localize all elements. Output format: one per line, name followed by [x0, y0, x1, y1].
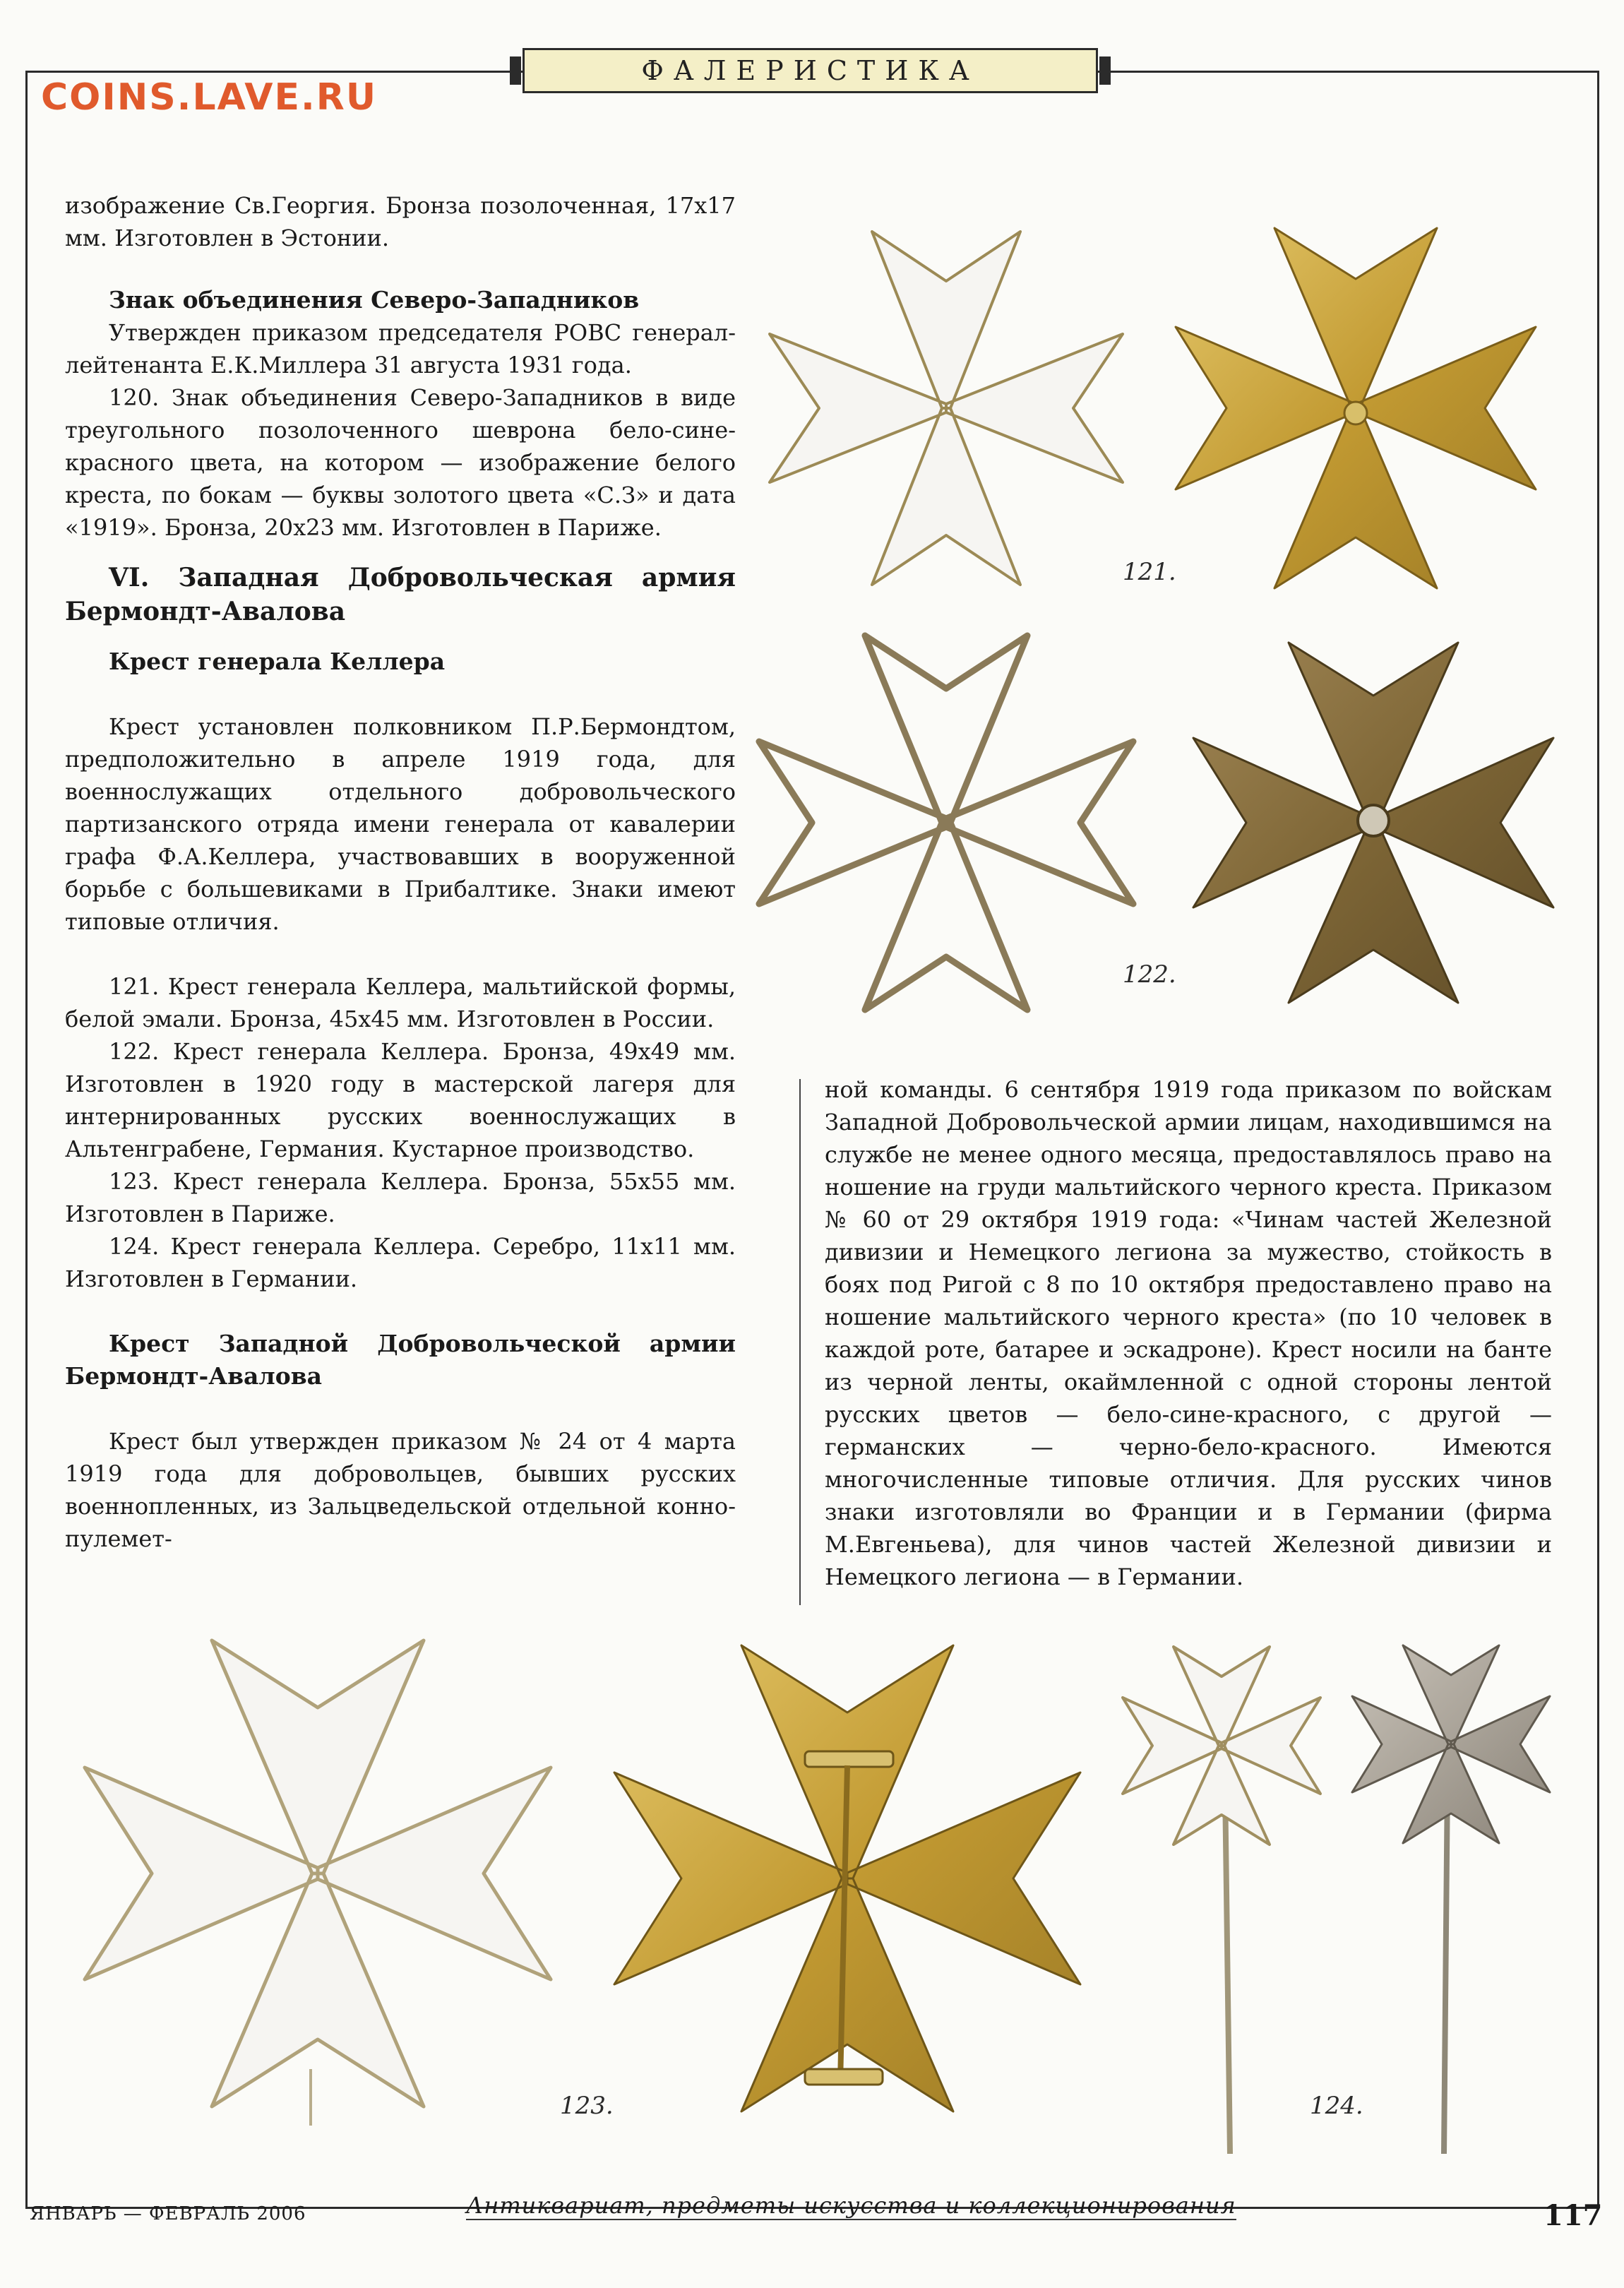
paragraph-northwest-approval: Утвержден приказом председателя РОВС генерал-лейтенанта Е.К.Миллера 31 августа 1931 года. [65, 319, 736, 379]
cross-122-bronze [1193, 643, 1553, 1003]
cross-121-gold-reverse [1176, 228, 1536, 588]
caption-123: 123. [560, 2092, 614, 2120]
footer-magazine-title: Антиквариат, предметы искусства и коллекционирования [466, 2192, 1236, 2219]
caption-121: 121. [1123, 558, 1176, 586]
caption-122: 122. [1123, 960, 1176, 989]
paragraph-item-121: 121. Крест генерала Келлера, мальтийской формы, белой эмали. Бронза, 45х45 мм. Изготовлен в России. [65, 973, 736, 1032]
paragraph-army-cross: Крест был утвержден приказом № 24 от 4 марта 1919 года для добровольцев, бывших русских военнопленных, из Зальцведельской отдельной конно-пулемет- [65, 1428, 736, 1552]
paragraph-army-cross-continued: ной команды. 6 сентября 1919 года приказом по войскам Западной Добровольческой армии лицам, находившимся на службе не менее одного месяца, предоставлялось право на ношение на груди мальтийского черного креста. Приказом № 60 от 29 октября 1919 года: «Чинам частей Железной дивизии и Немецкого легиона за мужество, стойкость в боях под Ригой с 8 по 10 октября предоставлено право на ношение мальтийского черного креста» (по 10 человек в каждой роте, батарее и эскадроне). Крест носили на банте из черной ленты, окаймленной с одной стороны лентой русских цветов — бело-сине-красного, с другой — германских — черно-бело-красного. Имеются многочисленные типовые отличия. Для русских чинов знаки изготовляли во Франции и в Германии (фирма М.Евгеньева), для чинов частей Железной дивизии и Немецкого легиона — в Германии. [825, 1076, 1552, 1590]
paragraph-item-122: 122. Крест генерала Келлера. Бронза, 49х49 мм. Изготовлен в 1920 году в мастерской лагеря для интернированных русских военнослужащих в Альтенграбене, Германия. Кустарное производство. [65, 1038, 736, 1162]
paragraph-keller-cross: Крест установлен полковником П.Р.Бермондтом, предположительно в апреле 1919 года, для военнослужащих отдельного добровольческого партизанского отряда имени генерала от кавалерии графа Ф.А.Келлера, участвовавших в вооруженной борьбе с большевиками в Прибалтике. Знаки имеют типовые отличия. [65, 713, 736, 935]
cross-122-outline-cross [759, 636, 1133, 1010]
paragraph-item-120: 120. Знак объединения Северо-Западников в виде треугольного позолоченного шеврона бело-сине-красного цвета, на котором — изображение белого креста, по бокам — буквы золотого цвета «С.З» и дата «1919». Бронза, 20х23 мм. Изготовлен в Париже. [65, 384, 736, 541]
cross-121-white-enamel [770, 232, 1123, 585]
footer-issue-date: ЯНВАРЬ — ФЕВРАЛЬ 2006 [30, 2203, 306, 2224]
section-heading-vi: VI. Западная Добровольческая армия Бермондт-Авалова [65, 563, 736, 626]
heading-keller-cross: Крест генерала Келлера [109, 648, 446, 675]
cross-124-silver-stickpin [1352, 1645, 1550, 2154]
heading-northwest-badge: Знак объединения Северо-Западников [109, 286, 640, 314]
heading-army-cross: Крест Западной Добровольческой армии Бермондт-Авалова [65, 1330, 736, 1390]
cross-123-white-enamel [85, 1640, 551, 2126]
caption-124: 124. [1310, 2092, 1363, 2120]
cross-123-gold-reverse [614, 1645, 1080, 2111]
section-title: ФАЛЕРИСТИКА [523, 48, 1098, 93]
site-watermark: COINS.LAVE.RU [41, 76, 378, 119]
paragraph-item-124: 124. Крест генерала Келлера. Серебро, 11х11 мм. Изготовлен в Германии. [65, 1233, 736, 1292]
page-number: 117 [1544, 2199, 1603, 2232]
intro-paragraph: изображение Св.Георгия. Бронза позолоченная, 17х17 мм. Изготовлен в Эстонии. [65, 192, 736, 251]
cross-124-white-stickpin [1123, 1647, 1320, 2154]
paragraph-item-123: 123. Крест генерала Келлера. Бронза, 55х55 мм. Изготовлен в Париже. [65, 1168, 736, 1227]
